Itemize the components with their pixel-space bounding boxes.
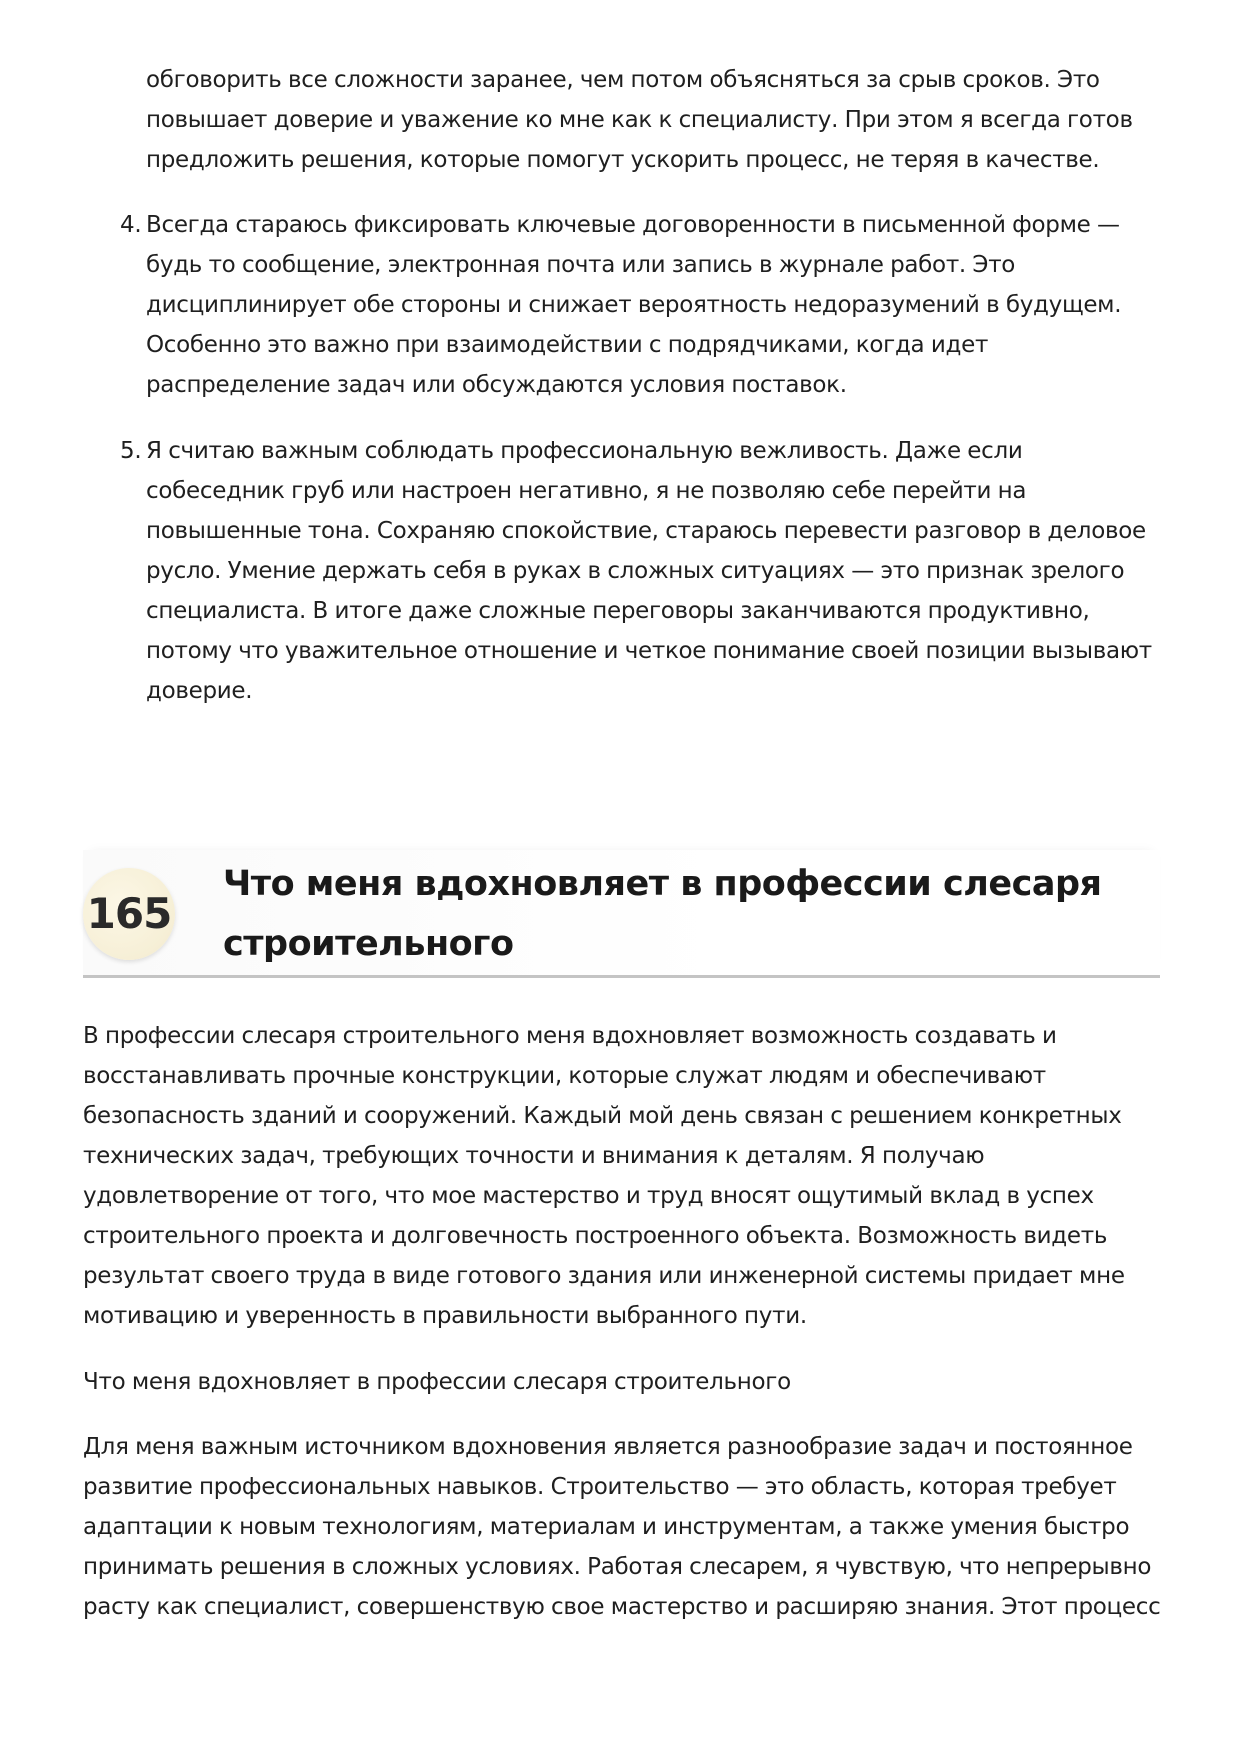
body-paragraph: Для меня важным источником вдохновения является разнообразие задач и постоянное развитие профессиональных навыков. Строительство — это область, которая требует адаптации к новым технологиям, материалам и инструментам, а также умения быстро принимать решения в сложных условиях. Работая слесарем, я чувствую, что непрерывно расту как специалист, совершенствую свое мастерство и расширяю знания. Этот процесс <box>83 1434 1161 1620</box>
body-paragraph-block <box>83 1427 1163 1627</box>
body-paragraph: В профессии слесаря строительного меня вдохновляет возможность создавать и восстанавливать прочные конструкции, которые служат людям и обеспечивают безопасность зданий и сооружений. Каждый мой день связан с решением конкретных технических задач, требующих точности и внимания к деталям. Я получаю удовлетворение от того, что мое мастерство и труд вносят ощутимый вклад в успех строительного проекта и долговечность построенного объекта. Возможность видеть результат своего труда в виде готового здания или инженерной системы придает мне мотивацию и уверенность в правильности выбранного пути. <box>83 1023 1125 1329</box>
body-paragraph-heading-repeat: Что меня вдохновляет в профессии слесаря строительного <box>83 1369 791 1395</box>
section-header <box>83 850 1160 978</box>
section-number-badge: 165 <box>83 868 175 960</box>
list-item-number: 4. <box>120 212 142 238</box>
body-paragraph-block <box>83 1016 1163 1336</box>
list-item-text: Я считаю важным соблюдать профессиональную вежливость. Даже если собеседник груб или настроен негативно, я не позволяю себе перейти на повышенные тона. Сохраняю спокойствие, стараюсь перевести разговор в деловое русло. Умение держать себя в руках в сложных ситуациях — это признак зрелого специалиста. В итоге даже сложные переговоры заканчиваются продуктивно, потому что уважительное отношение и четкое понимание своей позиции вызывают доверие. <box>146 438 1152 704</box>
section-title: Что меня вдохновляет в профессии слесаря строительного <box>223 864 1102 964</box>
list-item-text: Всегда стараюсь фиксировать ключевые договоренности в письменной форме — будь то сообщение, электронная почта или запись в журнале работ. Это дисциплинирует обе стороны и снижает вероятность недоразумений в будущем. Особенно это важно при взаимодействии с подрядчиками, когда идет распределение задач или обсуждаются условия поставок. <box>146 212 1122 398</box>
body-paragraph-block <box>83 1362 1163 1402</box>
list-item <box>120 431 1160 711</box>
numbered-list <box>120 205 1160 405</box>
continuation-paragraph: обговорить все сложности заранее, чем потом объясняться за срыв сроков. Это повышает доверие и уважение ко мне как к специалисту. При этом я всегда готов предложить решения, которые помогут ускорить процесс, не теряя в качестве. <box>146 67 1133 173</box>
list-item-number: 5. <box>120 438 142 464</box>
numbered-list <box>120 431 1160 711</box>
list-item <box>120 205 1160 405</box>
